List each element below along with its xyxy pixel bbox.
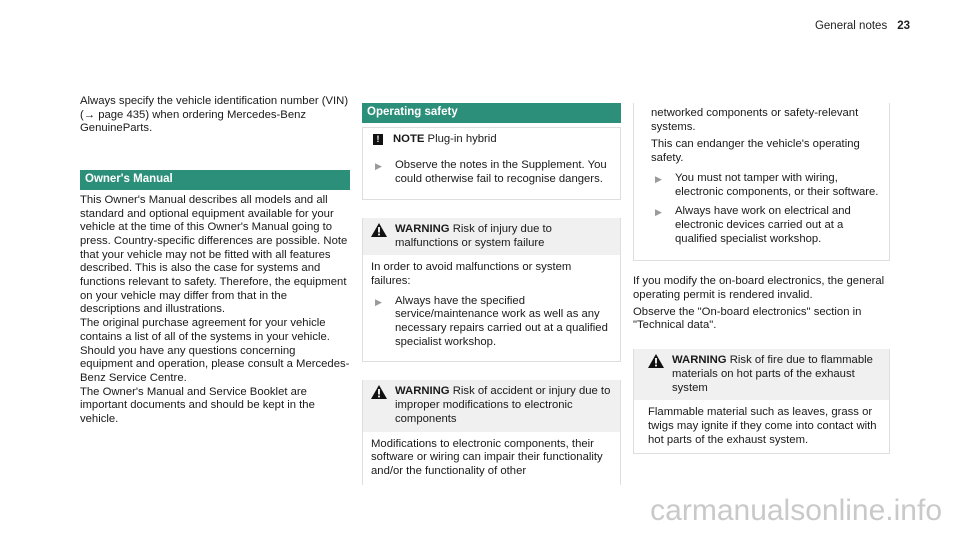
electronics-paragraph: If you modify the on-board electronics, the general operating permit is rendered invalid. [633,275,885,302]
warning-title: Risk of injury due to malfunctions or system failure [395,222,552,249]
section-name: General notes [814,20,888,32]
warning-text: In order to avoid malfunctions or system failures: [371,261,572,287]
warning-title: Risk of accident or injury due to improper modifications to electronic components [395,385,611,425]
warning-box-fire [633,349,890,454]
warning-keyword: WARNING [395,385,450,398]
warning-header [363,218,620,255]
warning-keyword: WARNING [672,354,727,367]
manual-paragraph: The original purchase agreement for your vehicle contains a list of all of the systems in your vehicle. [80,317,330,343]
technical-data-reference: Observe the "On-board electronics" section in "Technical data". [633,305,862,332]
page-header [815,20,910,34]
warning-step-text: Always have the specified service/maintenance work as well as any necessary repairs carried out at a qualified specialist workshop. [395,294,608,348]
note-header [363,128,620,152]
watermark: carmanualsonline.info [650,494,942,527]
owners-manual-heading: Owner's Manual [80,170,350,190]
warning-box-modifications [362,380,621,484]
warning-header [634,349,889,400]
warning-triangle-icon [371,223,387,237]
warning-text: Modifications to electronic components, their software or wiring can impair their functionality and/or the functionality of other [371,437,603,477]
column-middle [362,103,621,499]
step-arrow-icon: ▶ [655,207,662,218]
vin-note: Always specify the vehicle identification number (VIN) (→ page 435) when ordering Mercedes-Benz GenuineParts. [80,95,349,135]
warning-step-text: You must not tamper with wiring, electronic components, or their software. [675,171,879,198]
warning-title: Risk of fire due to flammable materials on hot parts of the exhaust system [672,354,873,394]
note-step-text: Observe the notes in the Supplement. You could otherwise fail to recognise dangers. [395,159,607,186]
manual-paragraph: Should you have any questions concerning equipment and operation, please consult a Mercedes-Benz Service Centre. [80,344,350,384]
warning-triangle-icon [371,385,387,399]
continued-text: This can endanger the vehicle's operating safety. [651,138,860,165]
warning-body [634,400,889,453]
note-title: Plug-in hybrid [427,132,497,145]
note-keyword: NOTE [393,132,425,145]
step-arrow-icon: ▶ [375,296,382,307]
warning-body [363,432,620,485]
warning-box-malfunction [362,218,621,363]
warning-keyword: WARNING [395,222,450,235]
warning-step [651,205,879,246]
warning-triangle-icon [648,354,664,368]
note-step [371,159,612,186]
step-arrow-icon: ▶ [375,161,382,172]
warning-step [371,295,612,350]
column-right [633,103,890,468]
warning-text: Flammable material such as leaves, grass or twigs may ignite if they come into contact with hot parts of the exhaust system. [648,406,877,446]
manual-paragraph: This Owner's Manual describes all models and all standard and optional equipment available for your vehicle at the time of this Owner's Manual going to press. Country-specific differences are possible. Note that your vehicle may not be fitted with all features described. This is also the case for systems and functions relevant to safety. Therefore, the equipment on your vehicle may differ from that in the descriptions and illustrations. [80,193,348,316]
operating-safety-heading: Operating safety [362,103,621,123]
note-body [363,151,620,198]
manual-paragraph: The Owner's Manual and Service Booklet are important documents and should be kept in the vehicle. [80,385,315,426]
column-left [80,95,350,433]
continued-text: networked components or safety-relevant systems. [651,107,859,133]
warning-continuation [633,103,890,261]
warning-body [363,255,620,361]
warning-step [651,172,879,199]
note-icon: ! [373,134,383,145]
page-number: 23 [897,20,910,32]
step-arrow-icon: ▶ [655,173,662,184]
warning-header [363,380,620,431]
warning-step-text: Always have work on electrical and electronic devices carried out at a qualified specialist workshop. [675,205,851,245]
note-box [362,127,621,200]
